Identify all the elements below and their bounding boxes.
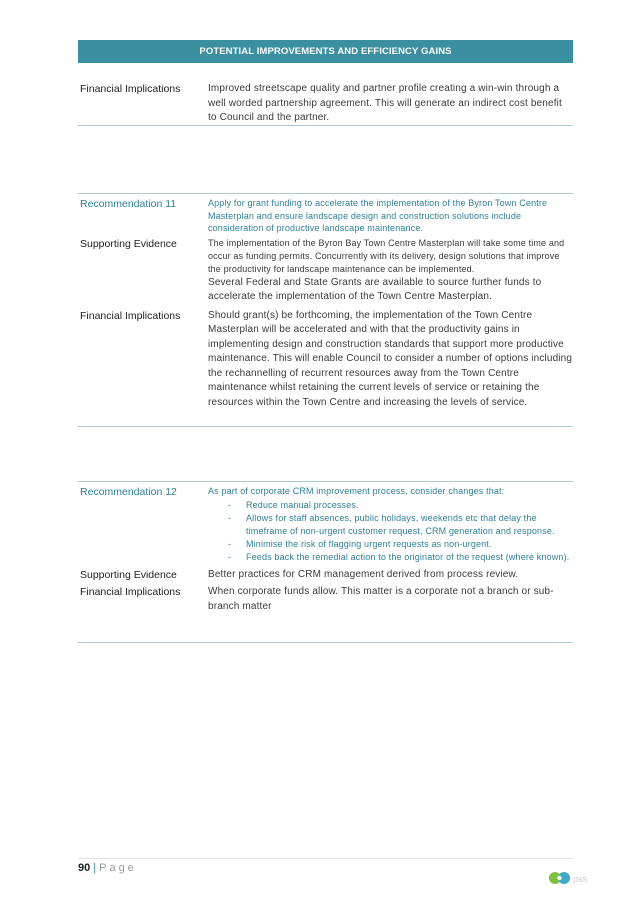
table-row bbox=[78, 309, 573, 411]
recommendation-label: Recommendation 11 bbox=[80, 198, 177, 210]
table-row bbox=[78, 585, 573, 614]
row-label: Financial Implications bbox=[80, 309, 181, 322]
row-content: Improved streetscape quality and partner profile creating a win-win through a well worded partnership agreement. This will generate an indirect cost benefit to Council and the partner. bbox=[208, 83, 562, 123]
evidence-text: Several Federal and State Grants are available to source further funds to accelerate the implementation of the Town Centre Masterplan. bbox=[208, 276, 542, 302]
recommendation-label: Recommendation 12 bbox=[80, 486, 177, 498]
page-number bbox=[78, 862, 137, 874]
table-row bbox=[78, 197, 573, 235]
page-word: Page bbox=[99, 862, 137, 874]
row-label: Financial Implications bbox=[80, 83, 181, 95]
divider bbox=[78, 642, 573, 643]
page-separator: | bbox=[93, 862, 97, 874]
section-header-title: POTENTIAL IMPROVEMENTS AND EFFICIENCY GAINS bbox=[199, 46, 452, 57]
pss-logo bbox=[548, 870, 596, 886]
row-content bbox=[208, 237, 573, 305]
divider bbox=[78, 481, 573, 482]
divider bbox=[78, 125, 573, 126]
divider bbox=[78, 193, 573, 194]
recommendation-text bbox=[208, 485, 573, 564]
table-row bbox=[78, 568, 573, 583]
table-row bbox=[78, 485, 573, 564]
list-item: - Minimise the risk of flagging urgent requests as non-urgent. bbox=[208, 538, 573, 551]
row-content: Better practices for CRM management derived from process review. bbox=[208, 568, 519, 580]
page-number-value: 90 bbox=[78, 862, 91, 874]
footer-divider bbox=[78, 858, 573, 859]
recommendation-11-block bbox=[78, 197, 573, 410]
section-header bbox=[78, 40, 573, 63]
row-label: Supporting Evidence bbox=[80, 568, 177, 581]
recommendation-intro: As part of corporate CRM improvement process, consider changes that: bbox=[208, 486, 505, 496]
divider bbox=[78, 426, 573, 427]
row-label: Supporting Evidence bbox=[80, 237, 177, 250]
list-item: - Feeds back the remedial action to the originator of the request (where known). bbox=[208, 551, 573, 564]
list-item: - Allows for staff absences, public holidays, weekends etc that delay the timeframe of non-urgent customer request, CRM generation and response. bbox=[208, 512, 573, 538]
recommendation-bullet-list bbox=[208, 499, 573, 564]
row-label: Financial Implications bbox=[80, 586, 181, 598]
row-content: Should grant(s) be forthcoming, the implementation of the Town Centre Masterplan will be accelerated and with that the productivity gains in implementing design and construction standards that support more productive maintenance. This will enable Council to consider a number of options including the rechannelling of recurrent resources away from the Town Centre maintenance whilst retaining the current levels of service or retaining the resources within the Town Centre and increasing the levels of service. bbox=[208, 309, 573, 408]
logo-text: pss bbox=[573, 874, 588, 884]
financial-implications-block-1 bbox=[78, 82, 573, 126]
row-content: When corporate funds allow. This matter is a corporate not a branch or sub-branch matter bbox=[208, 586, 554, 612]
recommendation-text: Apply for grant funding to accelerate the implementation of the Byron Town Centre Masterplan and ensure landscape design and construction solutions include consideration of productive landscape maintenance. bbox=[208, 198, 548, 233]
recommendation-12-block bbox=[78, 485, 573, 614]
evidence-text-small: The implementation of the Byron Bay Town Centre Masterplan will take some time and occur as funding permits. Concurrently with its delivery, design solutions that improve the productivity for landscape maintenance can be implemented. bbox=[208, 237, 565, 274]
list-item: - Reduce manual processes. bbox=[208, 499, 573, 512]
logo-icon bbox=[548, 870, 596, 886]
table-row bbox=[78, 82, 573, 126]
table-row bbox=[78, 237, 573, 305]
